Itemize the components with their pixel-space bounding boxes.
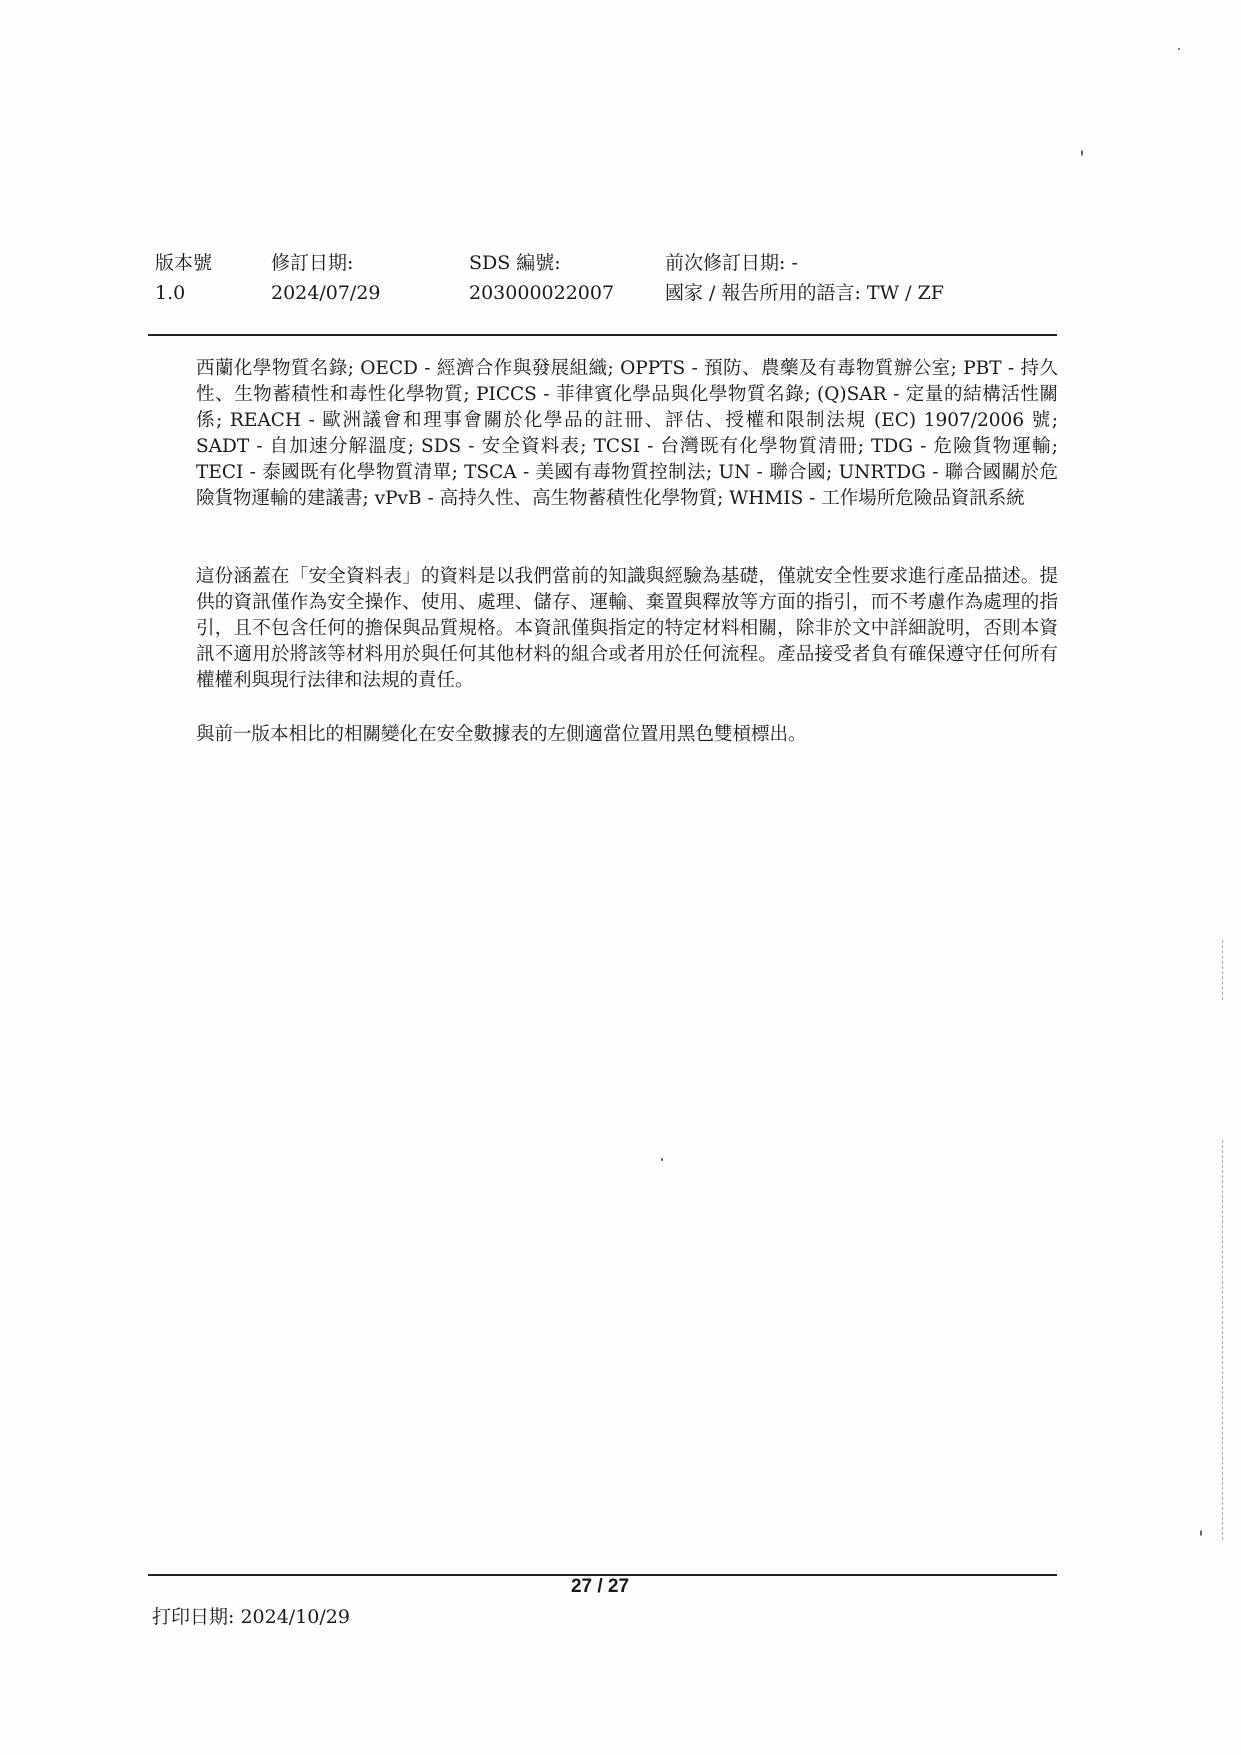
changes-paragraph: 與前一版本相比的相關變化在安全數據表的左側適當位置用黑色雙槓標出。 xyxy=(196,724,807,745)
sds-number-label: SDS 編號: xyxy=(469,252,561,274)
header-divider xyxy=(148,334,1057,336)
document-header xyxy=(0,248,1241,308)
country-language: 國家 / 報告所用的語言: TW / ZF xyxy=(665,282,944,304)
revision-date-value: 2024/07/29 xyxy=(271,282,381,304)
page-number: 27 / 27 xyxy=(570,1576,630,1597)
scan-speck xyxy=(1178,48,1180,50)
scan-speck xyxy=(661,1158,663,1161)
sds-number-column xyxy=(469,248,614,308)
scan-speck xyxy=(1200,1530,1202,1536)
previous-revision-column xyxy=(665,248,944,308)
abbreviations-paragraph: 西蘭化學物質名錄; OECD - 經濟合作與發展組織; OPPTS - 預防、農藥及有毒物質辦公室; PBT - 持久性、生物蓄積性和毒性化學物質; PICCS - 菲律賓化學品與化學物質名錄; (Q)SAR - 定量的結構活性關係; REACH - 歐洲議會和理事會關於化學品的註冊、評估、授權和限制法規 (EC) 1907/2006 號; SADT - 自加速分解溫度; SDS - 安全資料表; TCSI - 台灣既有化學物質清冊; TDG - 危險貨物運輸; TECI - 泰國既有化學物質清單; TSCA - 美國有毒物質控制法; UN - 聯合國; UNRTDG - 聯合國關於危險貨物運輸的建議書; vPvB - 高持久性、高生物蓄積性化學物質; WHMIS - 工作場所危險品資訊系統 xyxy=(196,358,1058,509)
print-date: 打印日期: 2024/10/29 xyxy=(152,1606,350,1628)
previous-revision-label: 前次修訂日期: - xyxy=(665,252,798,274)
version-column xyxy=(155,248,212,308)
scan-artifact-line xyxy=(1222,1140,1224,1540)
sds-number-value: 203000022007 xyxy=(469,282,615,304)
revision-date-label: 修訂日期: xyxy=(271,252,354,274)
scan-artifact-line xyxy=(1222,940,1224,1000)
version-value: 1.0 xyxy=(155,282,186,304)
scan-speck xyxy=(1081,150,1083,156)
version-label: 版本號 xyxy=(155,252,213,274)
revision-date-column xyxy=(271,248,381,308)
disclaimer-paragraph: 這份涵蓋在「安全資料表」的資料是以我們當前的知識與經驗為基礎，僅就安全性要求進行產品描述。提供的資訊僅作為安全操作、使用、處理、儲存、運輸、棄置與釋放等方面的指引，而不考慮作為處理的指引，且不包含任何的擔保與品質規格。本資訊僅與指定的特定材料相關，除非於文中詳細說明，否則本資訊不適用於將該等材料用於與任何其他材料的組合或者用於任何流程。產品接受者負有確保遵守任何所有權權利與現行法律和法規的責任。 xyxy=(196,566,1058,691)
